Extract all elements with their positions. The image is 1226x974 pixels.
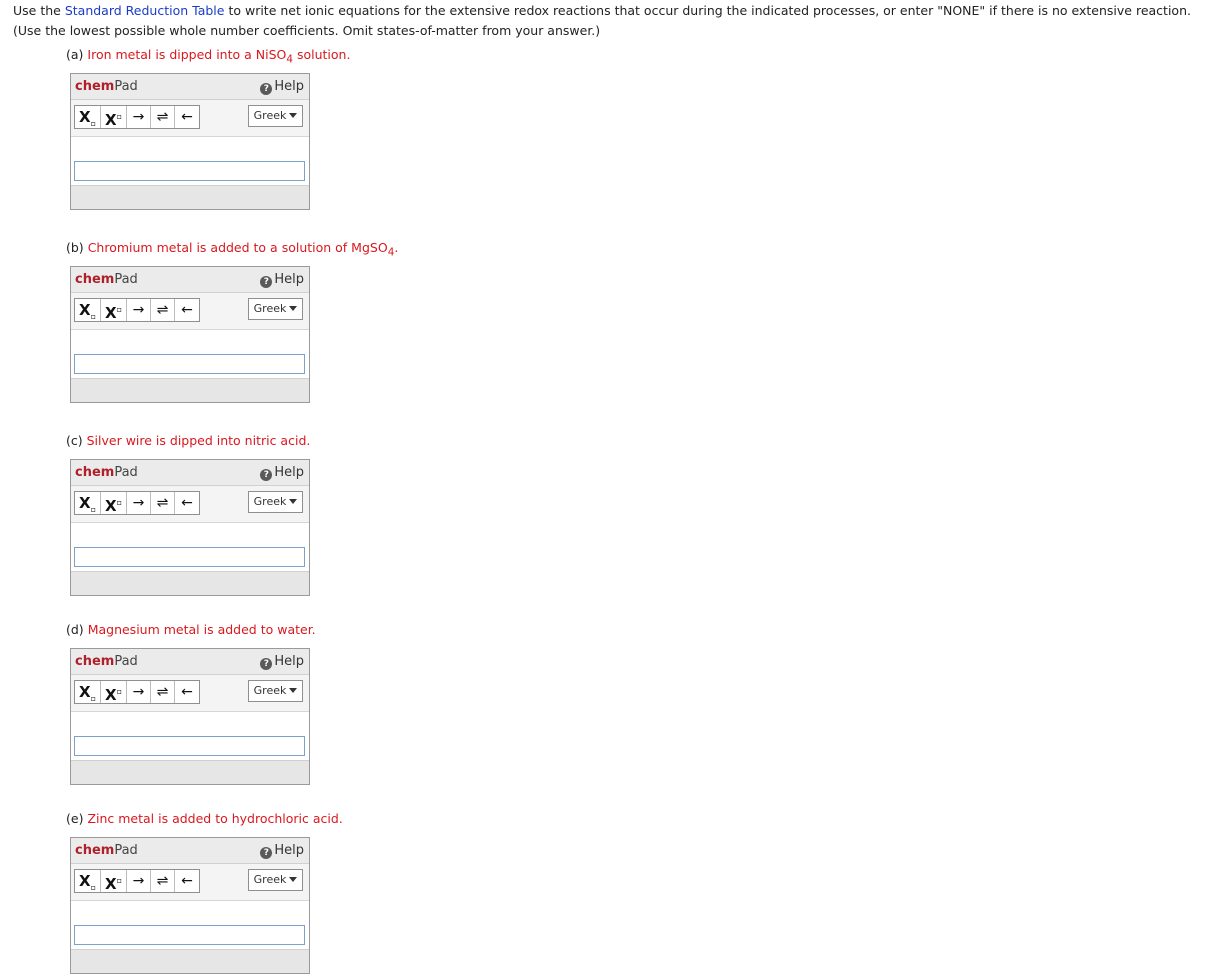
question-label: (e) [66, 811, 84, 826]
subscript-button[interactable]: $X_▫$ [75, 870, 101, 892]
superscript-button[interactable]: X▫ [101, 870, 127, 892]
reaction-arrow-button[interactable]: → [127, 299, 151, 321]
chempad-body [71, 712, 309, 763]
question-circle-icon: ? [260, 658, 272, 670]
chempad-editor [70, 73, 310, 210]
help-label: Help [274, 79, 304, 94]
chempad-header [71, 74, 309, 100]
question-prompt [66, 431, 310, 451]
reaction-arrow-button[interactable]: → [127, 870, 151, 892]
greek-dropdown[interactable]: Greek [248, 869, 303, 891]
help-label: Help [274, 843, 304, 858]
subscript-button[interactable]: $X_▫$ [75, 299, 101, 321]
greek-dropdown[interactable]: Greek [248, 680, 303, 702]
format-button-group [74, 680, 200, 704]
superscript-button[interactable]: X▫ [101, 492, 127, 514]
equilibrium-arrow-button[interactable]: ⇌ [151, 870, 175, 892]
question-circle-icon: ? [260, 847, 272, 859]
chevron-down-icon [289, 877, 297, 882]
question-c [66, 431, 311, 515]
chempad-header [71, 649, 309, 675]
chempad-title: chemPad [75, 654, 138, 669]
format-button-group [74, 491, 200, 515]
reverse-arrow-button[interactable]: ← [181, 109, 193, 125]
chevron-down-icon [289, 688, 297, 693]
greek-dropdown[interactable]: Greek [248, 105, 303, 127]
chempad-footer [71, 185, 309, 209]
instructions [13, 1, 1203, 41]
question-d [66, 620, 316, 704]
help-label: Help [274, 654, 304, 669]
chevron-down-icon [289, 113, 297, 118]
instructions-text-continued: to write net ionic equations for the extensive redox reactions that occur during the indicated processes, or enter "NONE" if there is no extensive reaction. (Use the lowest possible whole number coefficients. Omit states-of-matter from your answer.) [13, 3, 1191, 38]
equilibrium-arrow-button[interactable]: ⇌ [151, 299, 175, 321]
chempad-header [71, 460, 309, 486]
chempad-header [71, 838, 309, 864]
help-button[interactable] [260, 79, 304, 95]
chempad-toolbar [71, 675, 309, 712]
chevron-down-icon [289, 306, 297, 311]
reverse-arrow-button[interactable]: ← [181, 302, 193, 318]
format-button-group [74, 869, 200, 893]
question-label: (c) [66, 433, 83, 448]
reaction-arrow-button[interactable]: → [127, 681, 151, 703]
question-prompt [66, 238, 398, 258]
chevron-down-icon [289, 499, 297, 504]
help-button[interactable] [260, 843, 304, 859]
reverse-arrow-button[interactable]: ← [181, 873, 193, 889]
question-label: (a) [66, 47, 84, 62]
format-button-group [74, 298, 200, 322]
chempad-footer [71, 378, 309, 402]
question-text: Magnesium metal is added to water. [87, 622, 316, 637]
equilibrium-arrow-button[interactable]: ⇌ [151, 492, 175, 514]
chempad-toolbar [71, 293, 309, 330]
superscript-button[interactable]: X▫ [101, 681, 127, 703]
chempad-header [71, 267, 309, 293]
question-prompt [66, 45, 350, 65]
answer-input-c[interactable] [74, 547, 305, 567]
instructions-text: Use the [13, 3, 65, 18]
subscript-button[interactable]: $X_▫$ [75, 492, 101, 514]
help-label: Help [274, 465, 304, 480]
chempad-editor [70, 648, 310, 785]
chempad-title: chemPad [75, 272, 138, 287]
question-circle-icon: ? [260, 83, 272, 95]
answer-input-a[interactable] [74, 161, 305, 181]
question-text: Zinc metal is added to hydrochloric acid. [87, 811, 343, 826]
chempad-footer [71, 571, 309, 595]
answer-input-e[interactable] [74, 925, 305, 945]
format-button-group [74, 105, 200, 129]
question-text: Chromium metal is added to a solution of MgSO$_4$. [87, 240, 399, 259]
question-label: (b) [66, 240, 84, 255]
chempad-title: chemPad [75, 465, 138, 480]
answer-input-d[interactable] [74, 736, 305, 756]
chempad-title: chemPad [75, 79, 138, 94]
answer-input-b[interactable] [74, 354, 305, 374]
chempad-body [71, 901, 309, 952]
chempad-title: chemPad [75, 843, 138, 858]
question-circle-icon: ? [260, 276, 272, 288]
question-label: (d) [66, 622, 84, 637]
greek-dropdown[interactable]: Greek [248, 491, 303, 513]
standard-reduction-table-link[interactable]: Standard Reduction Table [64, 3, 225, 18]
question-prompt [66, 809, 343, 829]
chempad-toolbar [71, 486, 309, 523]
chempad-body [71, 330, 309, 381]
superscript-button[interactable]: X▫ [101, 106, 127, 128]
question-prompt [66, 620, 316, 640]
question-b [66, 238, 399, 322]
reverse-arrow-button[interactable]: ← [181, 684, 193, 700]
help-button[interactable] [260, 272, 304, 288]
question-circle-icon: ? [260, 469, 272, 481]
reaction-arrow-button[interactable]: → [127, 106, 151, 128]
superscript-button[interactable]: X▫ [101, 299, 127, 321]
question-text: Silver wire is dipped into nitric acid. [86, 433, 311, 448]
equilibrium-arrow-button[interactable]: ⇌ [151, 681, 175, 703]
help-label: Help [274, 272, 304, 287]
chempad-body [71, 137, 309, 188]
chempad-editor [70, 459, 310, 596]
question-text: Iron metal is dipped into a NiSO$_4$ solution. [87, 47, 351, 66]
chempad-footer [71, 949, 309, 973]
equilibrium-arrow-button[interactable]: ⇌ [151, 106, 175, 128]
greek-dropdown[interactable]: Greek [248, 298, 303, 320]
subscript-button[interactable]: $X_▫$ [75, 681, 101, 703]
question-a [66, 45, 351, 129]
chempad-toolbar [71, 864, 309, 901]
help-button[interactable] [260, 654, 304, 670]
question-e [66, 809, 343, 893]
chempad-toolbar [71, 100, 309, 137]
chempad-editor [70, 266, 310, 403]
chempad-body [71, 523, 309, 574]
subscript-button[interactable]: $X_▫$ [75, 106, 101, 128]
help-button[interactable] [260, 465, 304, 481]
chempad-footer [71, 760, 309, 784]
reaction-arrow-button[interactable]: → [127, 492, 151, 514]
reverse-arrow-button[interactable]: ← [181, 495, 193, 511]
